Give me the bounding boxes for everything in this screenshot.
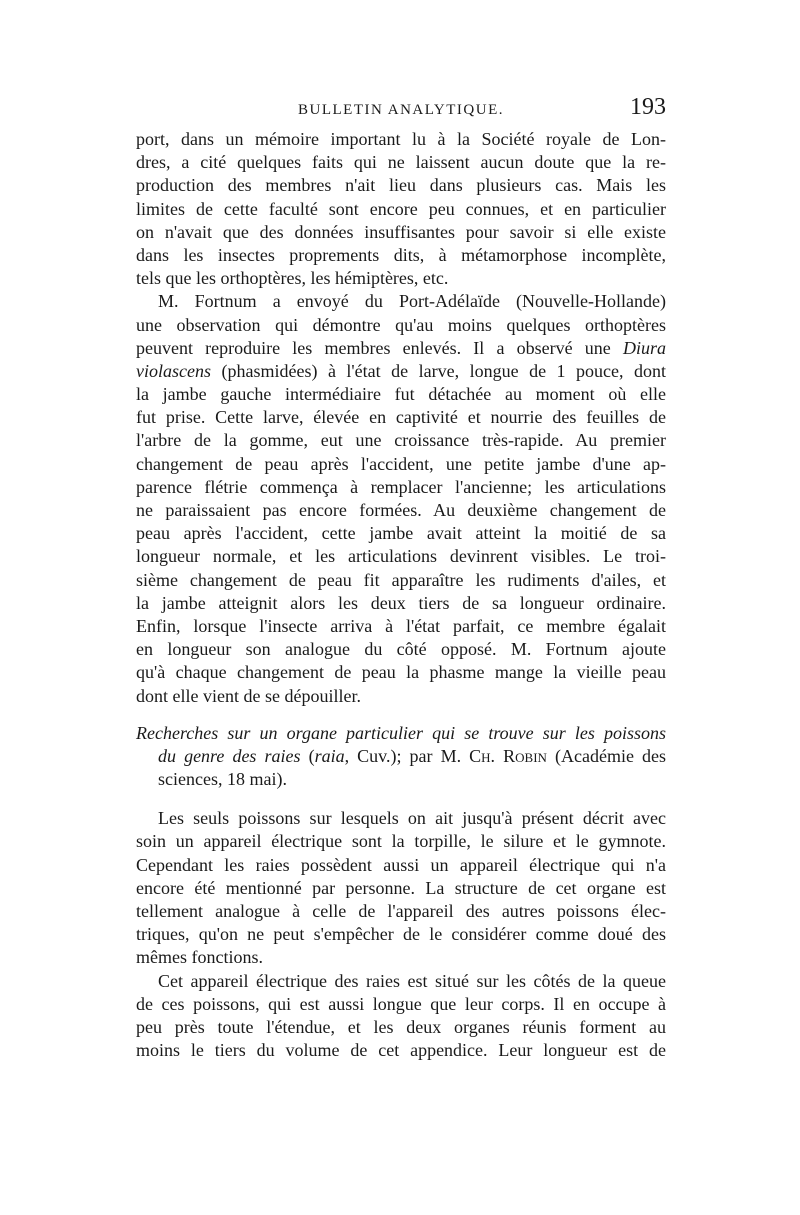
- text-segment: , Cuv.); par M.: [344, 745, 462, 766]
- text-line: Enfin, lorsque l'insecte arriva à l'état parfait, ce membre égalait: [136, 615, 666, 636]
- heading-line: [136, 722, 666, 745]
- text-line: [136, 360, 666, 383]
- text-line: fut prise. Cette larve, élevée en captivité et nourrie des feuilles de: [136, 407, 666, 428]
- text-line: tels que les orthoptères, les hémiptères, etc.: [136, 268, 449, 289]
- paragraph-fortnum-observation: [136, 290, 666, 707]
- text-line: soin un appareil électrique sont la torpille, le silure et le gymnote.: [136, 831, 666, 852]
- text-line: triques, qu'on ne peut s'empêcher de le considérer comme doué des: [136, 924, 666, 945]
- running-title: BULLETIN ANALYTIQUE.: [298, 102, 504, 118]
- text-line: ne paraissaient pas encore formées. Au deuxième changement de: [136, 500, 666, 520]
- heading-title: Recherches sur un organe particulier qui se trouve sur les poissons: [136, 722, 666, 743]
- text-line: qu'à chaque changement de peau la phasme mange la vieille peau: [136, 662, 666, 683]
- text-line: dres, a cité quelques faits qui ne laissent aucun doute que la re-: [136, 152, 666, 173]
- text-line: mêmes fonctions.: [136, 947, 263, 968]
- text-line: production des membres n'ait lieu dans plusieurs cas. Mais les: [136, 175, 666, 196]
- heading-line: [136, 745, 666, 768]
- text-line: Cet appareil électrique des raies est situé sur les côtés de la queue: [158, 970, 666, 991]
- text-line: encore été mentionné par personne. La structure de cet organe est: [136, 877, 666, 898]
- text-line: Les seuls poissons sur lesquels on ait jusqu'à présent décrit avec: [158, 808, 666, 829]
- document-page: [136, 94, 666, 1062]
- text-line: la jambe gauche intermédiaire fut détachée au moment où elle: [136, 384, 666, 405]
- text-line: peu près toute l'étendue, et les deux organes réunis forment au: [136, 1016, 666, 1037]
- text-line: parence flétrie commença à remplacer l'ancienne; les articulations: [136, 476, 666, 497]
- text-line: dont elle vient de se dépouiller.: [136, 685, 361, 706]
- text-line: une observation qui démontre qu'au moins quelques orthoptères: [136, 314, 666, 335]
- author-first-name: Ch.: [469, 745, 496, 766]
- text-line: port, dans un mémoire important lu à la Société royale de Lon-: [136, 129, 666, 149]
- text-line: peau après l'accident, cette jambe avait atteint la moitié de sa: [136, 523, 666, 544]
- genus-name: raia: [314, 745, 345, 766]
- text-segment: (Académie des: [554, 745, 666, 766]
- text-line: Cependant les raies possèdent aussi un appareil électrique qui n'a: [136, 854, 666, 875]
- paragraph-electric-fish: [136, 807, 666, 969]
- text-line: moins le tiers du volume de cet appendice. Leur longueur est de: [136, 1040, 666, 1061]
- paragraph-organ-location: [136, 970, 666, 1063]
- text-line: M. Fortnum a envoyé du Port-Adélaïde (Nouvelle-Hollande): [158, 291, 666, 312]
- running-head: [136, 94, 666, 128]
- article-heading: [136, 722, 666, 792]
- text-line: [136, 337, 666, 360]
- text-line: limites de cette faculté sont encore peu connues, et en particulier: [136, 198, 666, 219]
- text-line: dans les insectes proprements dits, à métamorphose incomplète,: [136, 244, 666, 265]
- text-line: l'arbre de la gomme, eut une croissance très-rapide. Au premier: [136, 430, 666, 451]
- spacer: [136, 708, 666, 722]
- text-segment: (: [300, 745, 315, 766]
- species-name: Diura: [623, 337, 667, 358]
- text-line: changement de peau après l'accident, une petite jambe d'une ap-: [136, 453, 666, 474]
- author-last-name: Robin: [503, 745, 547, 766]
- text-line: tellement analogue à celle de l'appareil des autres poissons élec-: [136, 901, 666, 921]
- heading-line: sciences, 18 mai).: [158, 769, 287, 790]
- spacer: [136, 791, 666, 807]
- text-line: on n'avait que des données insuffisantes pour savoir si elle existe: [136, 221, 666, 242]
- text-segment: peuvent reproduire les membres enlevés. Il a observé une: [136, 337, 611, 358]
- text-segment: (phasmidées) à l'état de larve, longue de 1 pouce, dont: [221, 360, 667, 381]
- text-line: longueur normale, et les articulations devinrent visibles. Le troi-: [136, 546, 666, 567]
- heading-title: du genre des raies: [158, 745, 301, 766]
- paragraph-reproduction-intro: [136, 128, 666, 290]
- text-line: en longueur son analogue du côté opposé. M. Fortnum ajoute: [136, 639, 666, 660]
- text-line: sième changement de peau fit apparaître les rudiments d'ailes, et: [136, 569, 666, 590]
- text-line: la jambe atteignit alors les deux tiers de sa longueur ordinaire.: [136, 592, 666, 613]
- page-number: 193: [630, 94, 666, 120]
- species-name: violascens: [136, 360, 211, 381]
- text-line: de ces poissons, qui est aussi longue que leur corps. Il en occupe à: [136, 993, 666, 1014]
